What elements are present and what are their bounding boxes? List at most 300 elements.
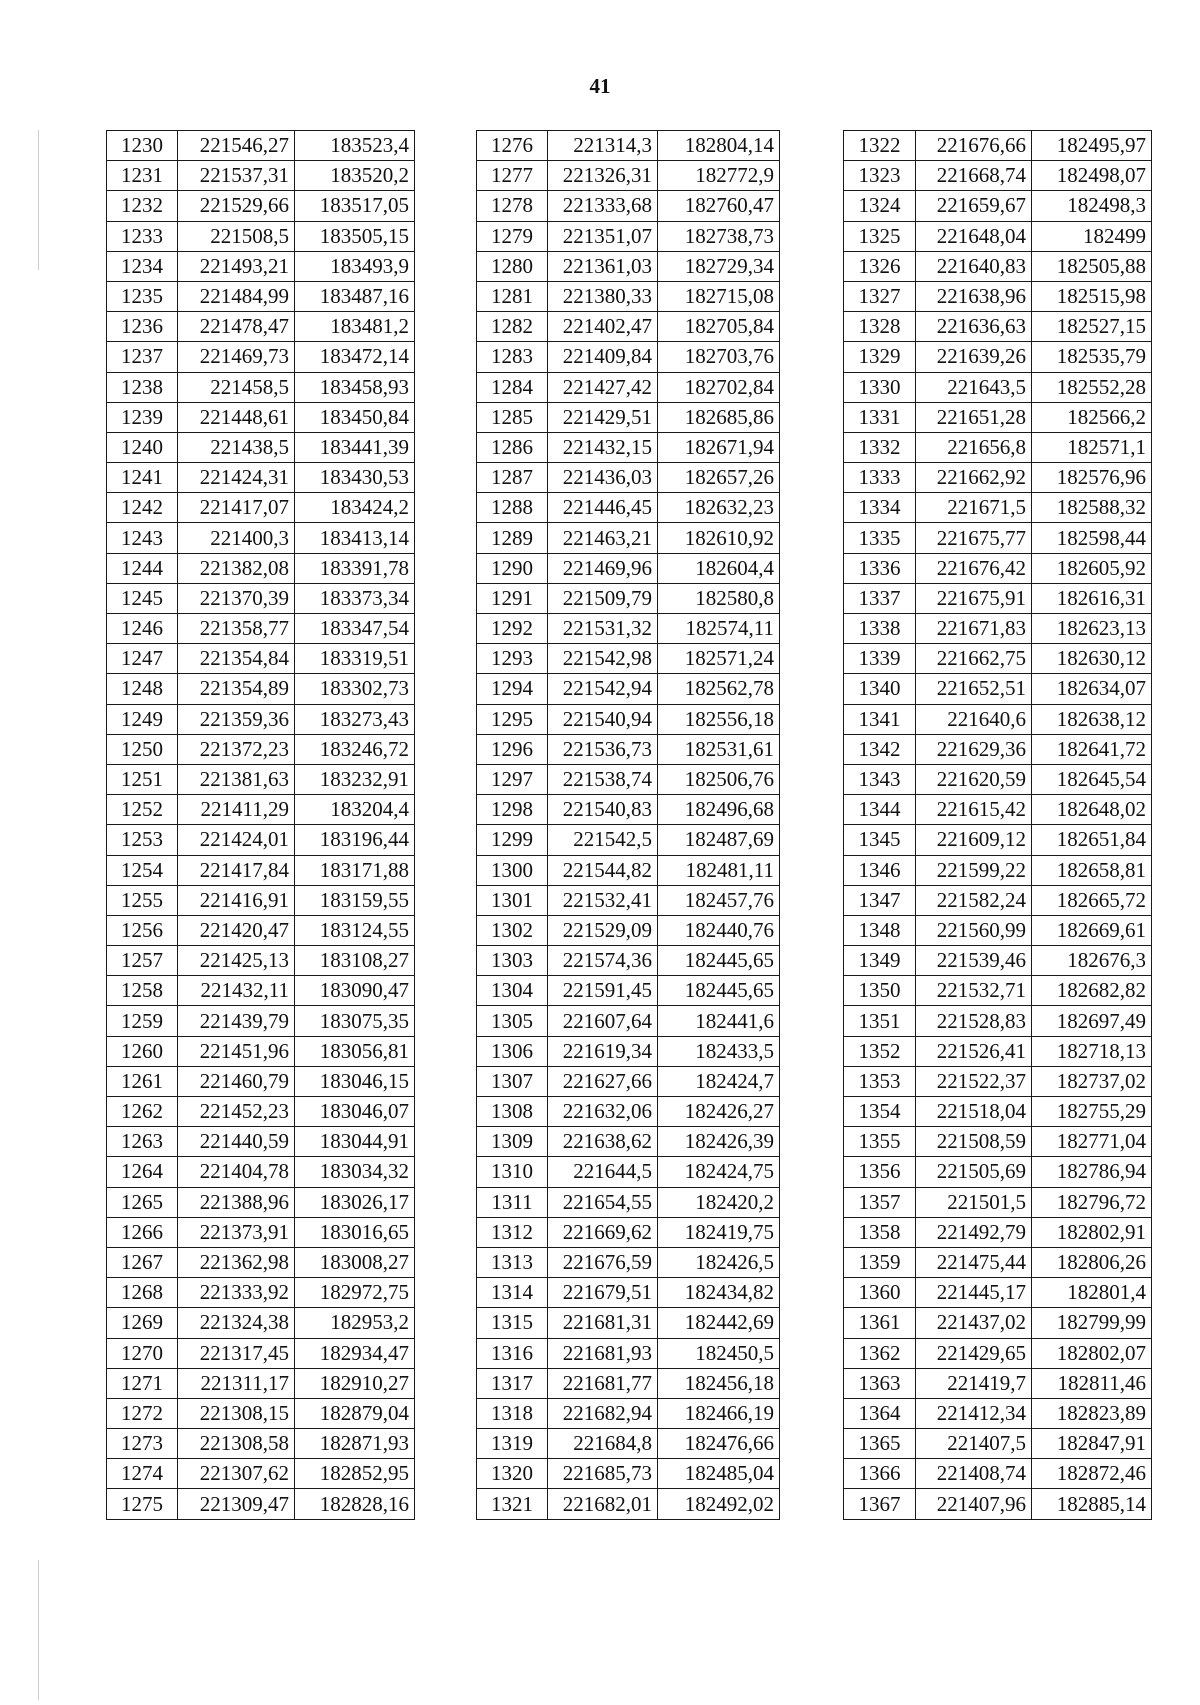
- scan-margin-line: [38, 130, 39, 270]
- x-coordinate-cell: 221445,17: [916, 1278, 1032, 1308]
- point-number-cell: 1351: [844, 1006, 916, 1036]
- y-coordinate-cell: 182638,12: [1032, 704, 1152, 734]
- point-number-cell: 1340: [844, 674, 916, 704]
- point-number-cell: 1365: [844, 1429, 916, 1459]
- x-coordinate-cell: 221638,62: [548, 1127, 658, 1157]
- y-coordinate-cell: 182823,89: [1032, 1398, 1152, 1428]
- x-coordinate-cell: 221528,83: [916, 1006, 1032, 1036]
- point-number-cell: 1342: [844, 734, 916, 764]
- y-coordinate-cell: 182445,65: [658, 946, 780, 976]
- x-coordinate-cell: 221419,7: [916, 1368, 1032, 1398]
- x-coordinate-cell: 221478,47: [178, 312, 295, 342]
- y-coordinate-cell: 183273,43: [295, 704, 415, 734]
- point-number-cell: 1269: [107, 1308, 178, 1338]
- x-coordinate-cell: 221420,47: [178, 915, 295, 945]
- y-coordinate-cell: 183347,54: [295, 614, 415, 644]
- x-coordinate-cell: 221684,8: [548, 1429, 658, 1459]
- x-coordinate-cell: 221314,3: [548, 131, 658, 161]
- x-coordinate-cell: 221539,46: [916, 946, 1032, 976]
- table-row: [107, 1338, 415, 1368]
- point-number-cell: 1354: [844, 1097, 916, 1127]
- y-coordinate-cell: 182580,8: [658, 583, 780, 613]
- y-coordinate-cell: 182718,13: [1032, 1036, 1152, 1066]
- table-row: [477, 432, 780, 462]
- point-number-cell: 1306: [477, 1036, 548, 1066]
- scan-margin-line: [38, 1560, 39, 1700]
- table-row: [844, 372, 1152, 402]
- point-number-cell: 1272: [107, 1398, 178, 1428]
- x-coordinate-cell: 221620,59: [916, 764, 1032, 794]
- point-number-cell: 1338: [844, 614, 916, 644]
- table-row: [477, 855, 780, 885]
- point-number-cell: 1331: [844, 402, 916, 432]
- point-number-cell: 1360: [844, 1278, 916, 1308]
- table-row: [107, 734, 415, 764]
- y-coordinate-cell: 182506,76: [658, 764, 780, 794]
- y-coordinate-cell: 183481,2: [295, 312, 415, 342]
- x-coordinate-cell: 221382,08: [178, 553, 295, 583]
- x-coordinate-cell: 221417,07: [178, 493, 295, 523]
- table-row: [107, 1247, 415, 1277]
- y-coordinate-cell: 182623,13: [1032, 614, 1152, 644]
- y-coordinate-cell: 182457,76: [658, 885, 780, 915]
- x-coordinate-cell: 221407,5: [916, 1429, 1032, 1459]
- table-row: [477, 342, 780, 372]
- x-coordinate-cell: 221373,91: [178, 1217, 295, 1247]
- point-number-cell: 1236: [107, 312, 178, 342]
- point-number-cell: 1349: [844, 946, 916, 976]
- point-number-cell: 1312: [477, 1217, 548, 1247]
- point-number-cell: 1310: [477, 1157, 548, 1187]
- y-coordinate-cell: 182605,92: [1032, 553, 1152, 583]
- point-number-cell: 1337: [844, 583, 916, 613]
- table-row: [477, 1217, 780, 1247]
- point-number-cell: 1367: [844, 1489, 916, 1519]
- point-number-cell: 1261: [107, 1066, 178, 1096]
- x-coordinate-cell: 221599,22: [916, 855, 1032, 885]
- table-row: [844, 1459, 1152, 1489]
- x-coordinate-cell: 221388,96: [178, 1187, 295, 1217]
- table-row: [107, 1459, 415, 1489]
- point-number-cell: 1323: [844, 161, 916, 191]
- table-row: [477, 131, 780, 161]
- y-coordinate-cell: 182441,6: [658, 1006, 780, 1036]
- y-coordinate-cell: 182598,44: [1032, 523, 1152, 553]
- y-coordinate-cell: 182685,86: [658, 402, 780, 432]
- point-number-cell: 1253: [107, 825, 178, 855]
- point-number-cell: 1265: [107, 1187, 178, 1217]
- x-coordinate-cell: 221361,03: [548, 251, 658, 281]
- table-row: [844, 342, 1152, 372]
- point-number-cell: 1313: [477, 1247, 548, 1277]
- y-coordinate-cell: 182671,94: [658, 432, 780, 462]
- y-coordinate-cell: 183016,65: [295, 1217, 415, 1247]
- y-coordinate-cell: 182729,34: [658, 251, 780, 281]
- table-row: [107, 523, 415, 553]
- table-row: [107, 1368, 415, 1398]
- x-coordinate-cell: 221425,13: [178, 946, 295, 976]
- y-coordinate-cell: 182450,5: [658, 1338, 780, 1368]
- x-coordinate-cell: 221640,83: [916, 251, 1032, 281]
- point-number-cell: 1256: [107, 915, 178, 945]
- y-coordinate-cell: 183044,91: [295, 1127, 415, 1157]
- y-coordinate-cell: 182879,04: [295, 1398, 415, 1428]
- y-coordinate-cell: 182802,07: [1032, 1338, 1152, 1368]
- x-coordinate-cell: 221439,79: [178, 1006, 295, 1036]
- point-number-cell: 1276: [477, 131, 548, 161]
- table-row: [477, 281, 780, 311]
- x-coordinate-cell: 221475,44: [916, 1247, 1032, 1277]
- y-coordinate-cell: 182682,82: [1032, 976, 1152, 1006]
- point-number-cell: 1285: [477, 402, 548, 432]
- point-number-cell: 1237: [107, 342, 178, 372]
- point-number-cell: 1324: [844, 191, 916, 221]
- x-coordinate-cell: 221542,5: [548, 825, 658, 855]
- point-number-cell: 1257: [107, 946, 178, 976]
- table-row: [844, 1217, 1152, 1247]
- table-row: [107, 1217, 415, 1247]
- x-coordinate-cell: 221659,67: [916, 191, 1032, 221]
- table-row: [107, 281, 415, 311]
- x-coordinate-cell: 221372,23: [178, 734, 295, 764]
- x-coordinate-cell: 221529,66: [178, 191, 295, 221]
- table-row: [107, 131, 415, 161]
- table-row: [107, 704, 415, 734]
- y-coordinate-cell: 182715,08: [658, 281, 780, 311]
- x-coordinate-cell: 221317,45: [178, 1338, 295, 1368]
- x-coordinate-cell: 221463,21: [548, 523, 658, 553]
- x-coordinate-cell: 221582,24: [916, 885, 1032, 915]
- point-number-cell: 1284: [477, 372, 548, 402]
- x-coordinate-cell: 221416,91: [178, 885, 295, 915]
- point-number-cell: 1356: [844, 1157, 916, 1187]
- table-row: [844, 161, 1152, 191]
- point-number-cell: 1355: [844, 1127, 916, 1157]
- y-coordinate-cell: 182705,84: [658, 312, 780, 342]
- x-coordinate-cell: 221408,74: [916, 1459, 1032, 1489]
- x-coordinate-cell: 221458,5: [178, 372, 295, 402]
- point-number-cell: 1301: [477, 885, 548, 915]
- y-coordinate-cell: 182445,65: [658, 976, 780, 1006]
- table-row: [107, 885, 415, 915]
- table-row: [477, 795, 780, 825]
- y-coordinate-cell: 183493,9: [295, 251, 415, 281]
- y-coordinate-cell: 183034,32: [295, 1157, 415, 1187]
- y-coordinate-cell: 182632,23: [658, 493, 780, 523]
- x-coordinate-cell: 221309,47: [178, 1489, 295, 1519]
- x-coordinate-cell: 221400,3: [178, 523, 295, 553]
- table-row: [477, 1006, 780, 1036]
- x-coordinate-cell: 221529,09: [548, 915, 658, 945]
- x-coordinate-cell: 221432,15: [548, 432, 658, 462]
- point-number-cell: 1240: [107, 432, 178, 462]
- point-number-cell: 1234: [107, 251, 178, 281]
- point-number-cell: 1292: [477, 614, 548, 644]
- table-row: [844, 644, 1152, 674]
- table-row: [844, 1127, 1152, 1157]
- y-coordinate-cell: 182466,19: [658, 1398, 780, 1428]
- x-coordinate-cell: 221638,96: [916, 281, 1032, 311]
- table-row: [844, 976, 1152, 1006]
- y-coordinate-cell: 182576,96: [1032, 463, 1152, 493]
- table-row: [477, 946, 780, 976]
- table-row: [477, 523, 780, 553]
- point-number-cell: 1244: [107, 553, 178, 583]
- point-number-cell: 1287: [477, 463, 548, 493]
- point-number-cell: 1288: [477, 493, 548, 523]
- table-row: [477, 976, 780, 1006]
- y-coordinate-cell: 182552,28: [1032, 372, 1152, 402]
- y-coordinate-cell: 182669,61: [1032, 915, 1152, 945]
- x-coordinate-cell: 221544,82: [548, 855, 658, 885]
- point-number-cell: 1343: [844, 764, 916, 794]
- x-coordinate-cell: 221574,36: [548, 946, 658, 976]
- table-row: [477, 614, 780, 644]
- x-coordinate-cell: 221492,79: [916, 1217, 1032, 1247]
- y-coordinate-cell: 183487,16: [295, 281, 415, 311]
- y-coordinate-cell: 183046,07: [295, 1097, 415, 1127]
- y-coordinate-cell: 182515,98: [1032, 281, 1152, 311]
- x-coordinate-cell: 221615,42: [916, 795, 1032, 825]
- x-coordinate-cell: 221669,62: [548, 1217, 658, 1247]
- x-coordinate-cell: 221681,93: [548, 1338, 658, 1368]
- point-number-cell: 1263: [107, 1127, 178, 1157]
- point-number-cell: 1230: [107, 131, 178, 161]
- table-row: [107, 583, 415, 613]
- y-coordinate-cell: 182419,75: [658, 1217, 780, 1247]
- x-coordinate-cell: 221643,5: [916, 372, 1032, 402]
- table-row: [844, 191, 1152, 221]
- y-coordinate-cell: 183458,93: [295, 372, 415, 402]
- y-coordinate-cell: 182496,68: [658, 795, 780, 825]
- x-coordinate-cell: 221333,68: [548, 191, 658, 221]
- y-coordinate-cell: 182481,11: [658, 855, 780, 885]
- point-number-cell: 1262: [107, 1097, 178, 1127]
- point-number-cell: 1328: [844, 312, 916, 342]
- x-coordinate-cell: 221354,89: [178, 674, 295, 704]
- y-coordinate-cell: 183302,73: [295, 674, 415, 704]
- y-coordinate-cell: 182604,4: [658, 553, 780, 583]
- table-row: [477, 402, 780, 432]
- y-coordinate-cell: 183075,35: [295, 1006, 415, 1036]
- x-coordinate-cell: 221607,64: [548, 1006, 658, 1036]
- point-number-cell: 1326: [844, 251, 916, 281]
- x-coordinate-cell: 221640,6: [916, 704, 1032, 734]
- point-number-cell: 1303: [477, 946, 548, 976]
- y-coordinate-cell: 182566,2: [1032, 402, 1152, 432]
- y-coordinate-cell: 182571,24: [658, 644, 780, 674]
- y-coordinate-cell: 182440,76: [658, 915, 780, 945]
- x-coordinate-cell: 221411,29: [178, 795, 295, 825]
- x-coordinate-cell: 221505,69: [916, 1157, 1032, 1187]
- x-coordinate-cell: 221308,58: [178, 1429, 295, 1459]
- x-coordinate-cell: 221676,59: [548, 1247, 658, 1277]
- y-coordinate-cell: 182786,94: [1032, 1157, 1152, 1187]
- point-number-cell: 1334: [844, 493, 916, 523]
- y-coordinate-cell: 183008,27: [295, 1247, 415, 1277]
- x-coordinate-cell: 221359,36: [178, 704, 295, 734]
- point-number-cell: 1233: [107, 221, 178, 251]
- y-coordinate-cell: 183373,34: [295, 583, 415, 613]
- table-row: [844, 1187, 1152, 1217]
- table-row: [477, 1066, 780, 1096]
- y-coordinate-cell: 183450,84: [295, 402, 415, 432]
- x-coordinate-cell: 221636,63: [916, 312, 1032, 342]
- y-coordinate-cell: 182630,12: [1032, 644, 1152, 674]
- table-row: [107, 1066, 415, 1096]
- table-row: [107, 764, 415, 794]
- y-coordinate-cell: 182702,84: [658, 372, 780, 402]
- table-row: [477, 764, 780, 794]
- point-number-cell: 1358: [844, 1217, 916, 1247]
- y-coordinate-cell: 182804,14: [658, 131, 780, 161]
- x-coordinate-cell: 221648,04: [916, 221, 1032, 251]
- table-row: [477, 1036, 780, 1066]
- point-number-cell: 1325: [844, 221, 916, 251]
- x-coordinate-cell: 221654,55: [548, 1187, 658, 1217]
- y-coordinate-cell: 182802,91: [1032, 1217, 1152, 1247]
- x-coordinate-cell: 221381,63: [178, 764, 295, 794]
- y-coordinate-cell: 182910,27: [295, 1368, 415, 1398]
- y-coordinate-cell: 182426,39: [658, 1127, 780, 1157]
- x-coordinate-cell: 221424,01: [178, 825, 295, 855]
- x-coordinate-cell: 221522,37: [916, 1066, 1032, 1096]
- x-coordinate-cell: 221469,73: [178, 342, 295, 372]
- point-number-cell: 1316: [477, 1338, 548, 1368]
- y-coordinate-cell: 182424,7: [658, 1066, 780, 1096]
- y-coordinate-cell: 183026,17: [295, 1187, 415, 1217]
- x-coordinate-cell: 221448,61: [178, 402, 295, 432]
- table-row: [107, 1127, 415, 1157]
- x-coordinate-cell: 221508,5: [178, 221, 295, 251]
- y-coordinate-cell: 182485,04: [658, 1459, 780, 1489]
- point-number-cell: 1286: [477, 432, 548, 462]
- point-number-cell: 1241: [107, 463, 178, 493]
- point-number-cell: 1330: [844, 372, 916, 402]
- x-coordinate-cell: 221417,84: [178, 855, 295, 885]
- table-row: [107, 1429, 415, 1459]
- x-coordinate-cell: 221518,04: [916, 1097, 1032, 1127]
- table-row: [844, 131, 1152, 161]
- table-row: [107, 614, 415, 644]
- x-coordinate-cell: 221429,65: [916, 1338, 1032, 1368]
- point-number-cell: 1251: [107, 764, 178, 794]
- point-number-cell: 1344: [844, 795, 916, 825]
- point-number-cell: 1252: [107, 795, 178, 825]
- x-coordinate-cell: 221526,41: [916, 1036, 1032, 1066]
- table-row: [107, 1398, 415, 1428]
- x-coordinate-cell: 221676,66: [916, 131, 1032, 161]
- x-coordinate-cell: 221681,77: [548, 1368, 658, 1398]
- y-coordinate-cell: 183391,78: [295, 553, 415, 583]
- y-coordinate-cell: 182657,26: [658, 463, 780, 493]
- table-row: [477, 553, 780, 583]
- point-number-cell: 1317: [477, 1368, 548, 1398]
- table-row: [477, 734, 780, 764]
- x-coordinate-cell: 221333,92: [178, 1278, 295, 1308]
- point-number-cell: 1238: [107, 372, 178, 402]
- y-coordinate-cell: 182760,47: [658, 191, 780, 221]
- x-coordinate-cell: 221451,96: [178, 1036, 295, 1066]
- table-row: [477, 493, 780, 523]
- x-coordinate-cell: 221675,77: [916, 523, 1032, 553]
- x-coordinate-cell: 221307,62: [178, 1459, 295, 1489]
- table-row: [844, 1278, 1152, 1308]
- x-coordinate-cell: 221409,84: [548, 342, 658, 372]
- x-coordinate-cell: 221508,59: [916, 1127, 1032, 1157]
- point-number-cell: 1347: [844, 885, 916, 915]
- point-number-cell: 1294: [477, 674, 548, 704]
- table-row: [844, 402, 1152, 432]
- x-coordinate-cell: 221437,02: [916, 1308, 1032, 1338]
- y-coordinate-cell: 182703,76: [658, 342, 780, 372]
- y-coordinate-cell: 182527,15: [1032, 312, 1152, 342]
- x-coordinate-cell: 221644,5: [548, 1157, 658, 1187]
- y-coordinate-cell: 182645,54: [1032, 764, 1152, 794]
- x-coordinate-cell: 221354,84: [178, 644, 295, 674]
- point-number-cell: 1353: [844, 1066, 916, 1096]
- table-row: [844, 1308, 1152, 1338]
- table-row: [844, 1338, 1152, 1368]
- y-coordinate-cell: 183159,55: [295, 885, 415, 915]
- table-row: [477, 644, 780, 674]
- table-row: [477, 1489, 780, 1519]
- y-coordinate-cell: 183520,2: [295, 161, 415, 191]
- y-coordinate-cell: 182799,99: [1032, 1308, 1152, 1338]
- x-coordinate-cell: 221619,34: [548, 1036, 658, 1066]
- table-row: [477, 674, 780, 704]
- table-row: [107, 372, 415, 402]
- point-number-cell: 1277: [477, 161, 548, 191]
- x-coordinate-cell: 221404,78: [178, 1157, 295, 1187]
- page-number: 41: [589, 74, 611, 98]
- table-row: [844, 855, 1152, 885]
- table-row: [477, 1097, 780, 1127]
- point-number-cell: 1247: [107, 644, 178, 674]
- y-coordinate-cell: 182571,1: [1032, 432, 1152, 462]
- x-coordinate-cell: 221326,31: [548, 161, 658, 191]
- table-row: [844, 1097, 1152, 1127]
- point-number-cell: 1357: [844, 1187, 916, 1217]
- x-coordinate-cell: 221538,74: [548, 764, 658, 794]
- x-coordinate-cell: 221676,42: [916, 553, 1032, 583]
- point-number-cell: 1242: [107, 493, 178, 523]
- y-coordinate-cell: 183124,55: [295, 915, 415, 945]
- table-row: [477, 372, 780, 402]
- table-row: [844, 553, 1152, 583]
- table-row: [844, 915, 1152, 945]
- point-number-cell: 1273: [107, 1429, 178, 1459]
- point-number-cell: 1305: [477, 1006, 548, 1036]
- x-coordinate-cell: 221682,94: [548, 1398, 658, 1428]
- x-coordinate-cell: 221542,98: [548, 644, 658, 674]
- table-row: [844, 885, 1152, 915]
- point-number-cell: 1318: [477, 1398, 548, 1428]
- x-coordinate-cell: 221452,23: [178, 1097, 295, 1127]
- point-number-cell: 1327: [844, 281, 916, 311]
- y-coordinate-cell: 182498,3: [1032, 191, 1152, 221]
- x-coordinate-cell: 221668,74: [916, 161, 1032, 191]
- y-coordinate-cell: 182828,16: [295, 1489, 415, 1519]
- table-row: [844, 221, 1152, 251]
- x-coordinate-cell: 221531,32: [548, 614, 658, 644]
- x-coordinate-cell: 221351,07: [548, 221, 658, 251]
- y-coordinate-cell: 182872,46: [1032, 1459, 1152, 1489]
- x-coordinate-cell: 221675,91: [916, 583, 1032, 613]
- table-row: [107, 463, 415, 493]
- x-coordinate-cell: 221380,33: [548, 281, 658, 311]
- point-number-cell: 1260: [107, 1036, 178, 1066]
